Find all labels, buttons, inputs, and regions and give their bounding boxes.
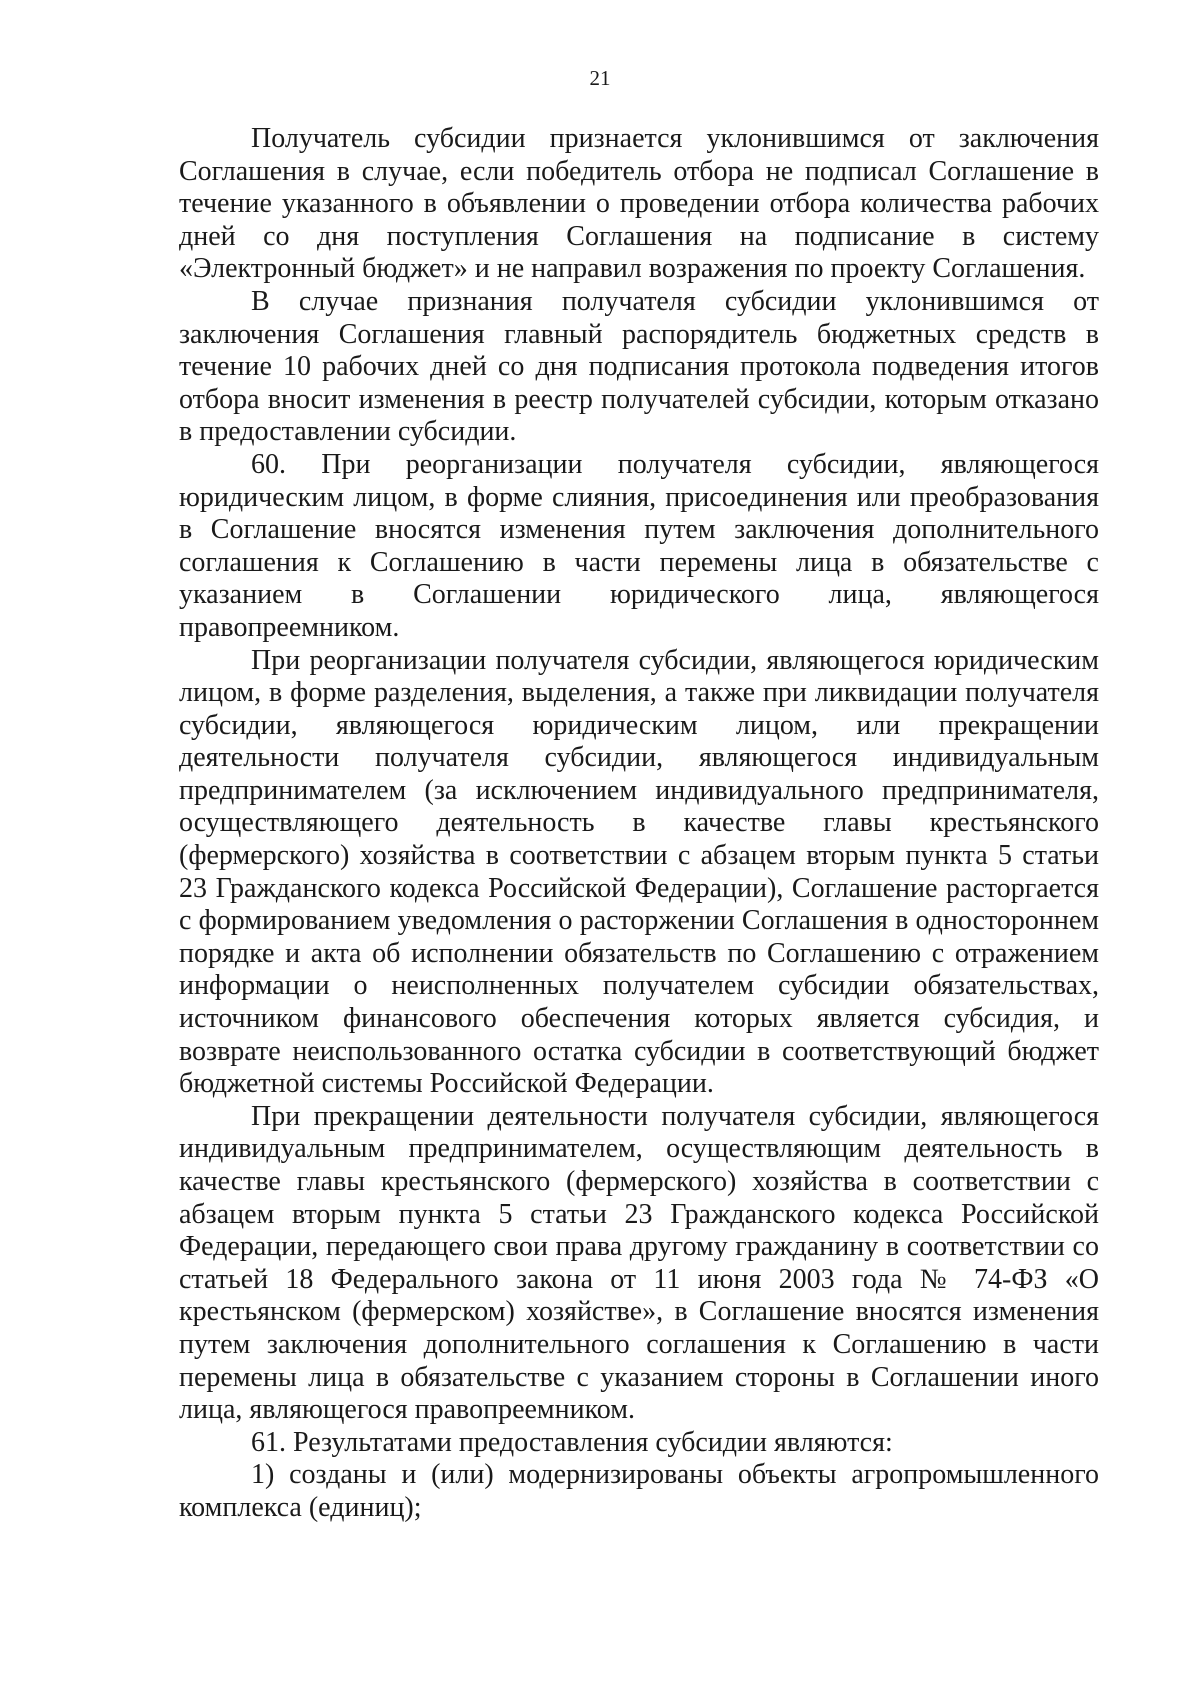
page-number: 21 [589, 66, 611, 90]
paragraph-farm-succession: При прекращении деятельности получателя субсидии, являющегося индивидуальным предпринимателем, осуществляющим деятельность в качестве главы крестьянского (фермерского) хозяйства в соответствии с абзацем вторым пункта 5 статьи 23 Гражданского кодекса Российской Федерации, передающего свои права другому гражданину в соответствии со статьей 18 Федерального закона от 11 июня 2003 года № 74-ФЗ «О крестьянском (фермерском) хозяйстве», в Соглашение вносятся изменения путем заключения дополнительного соглашения к Соглашению в части перемены лица в обязательстве с указанием стороны в Соглашении иного лица, являющегося правопреемником. [179, 1100, 1099, 1426]
paragraph-evasion-consequences: В случае признания получателя субсидии уклонившимся от заключения Соглашения главный распорядитель бюджетных средств в течение 10 рабочих дней со дня подписания протокола подведения итогов отбора вносит изменения в реестр получателей субсидии, которым отказано в предоставлении субсидии. [179, 285, 1099, 448]
paragraph-result-item-1: 1) созданы и (или) модернизированы объекты агропромышленного комплекса (единиц); [179, 1459, 1099, 1523]
paragraph-clause-61: 61. Результатами предоставления субсидии являются: [251, 1426, 893, 1458]
paragraph-termination: При реорганизации получателя субсидии, являющегося юридическим лицом, в форме разделения, выделения, а также при ликвидации получателя субсидии, являющегося юридическим лицом, или прекращении деятельности получателя субсидии, являющегося индивидуальным предпринимателем (за исключением индивидуального предпринимателя, осуществляющего деятельность в качестве главы крестьянского (фермерского) хозяйства в соответствии с абзацем вторым пункта 5 статьи 23 Гражданского кодекса Российской Федерации), Соглашение расторгается с формированием уведомления о расторжении Соглашения в одностороннем порядке и акта об исполнении обязательств по Соглашению с отражением информации о неисполненных получателем субсидии обязательствах, источником финансового обеспечения которых является субсидия, и возврате неиспользованного остатка субсидии в соответствующий бюджет бюджетной системы Российской Федерации. [179, 644, 1099, 1100]
paragraph-evasion-recognition: Получатель субсидии признается уклонившимся от заключения Соглашения в случае, если победитель отбора не подписал Соглашение в течение указанного в объявлении о проведении отбора количества рабочих дней со дня поступления Соглашения на подписание в систему «Электронный бюджет» и не направил возражения по проекту Соглашения. [179, 123, 1099, 285]
document-body [179, 123, 1099, 1525]
paragraph-clause-60: 60. При реорганизации получателя субсидии, являющегося юридическим лицом, в форме слияния, присоединения или преобразования в Соглашение вносятся изменения путем заключения дополнительного соглашения к Соглашению в части перемены лица в обязательстве с указанием в Соглашении юридического лица, являющегося правопреемником. [179, 448, 1099, 643]
